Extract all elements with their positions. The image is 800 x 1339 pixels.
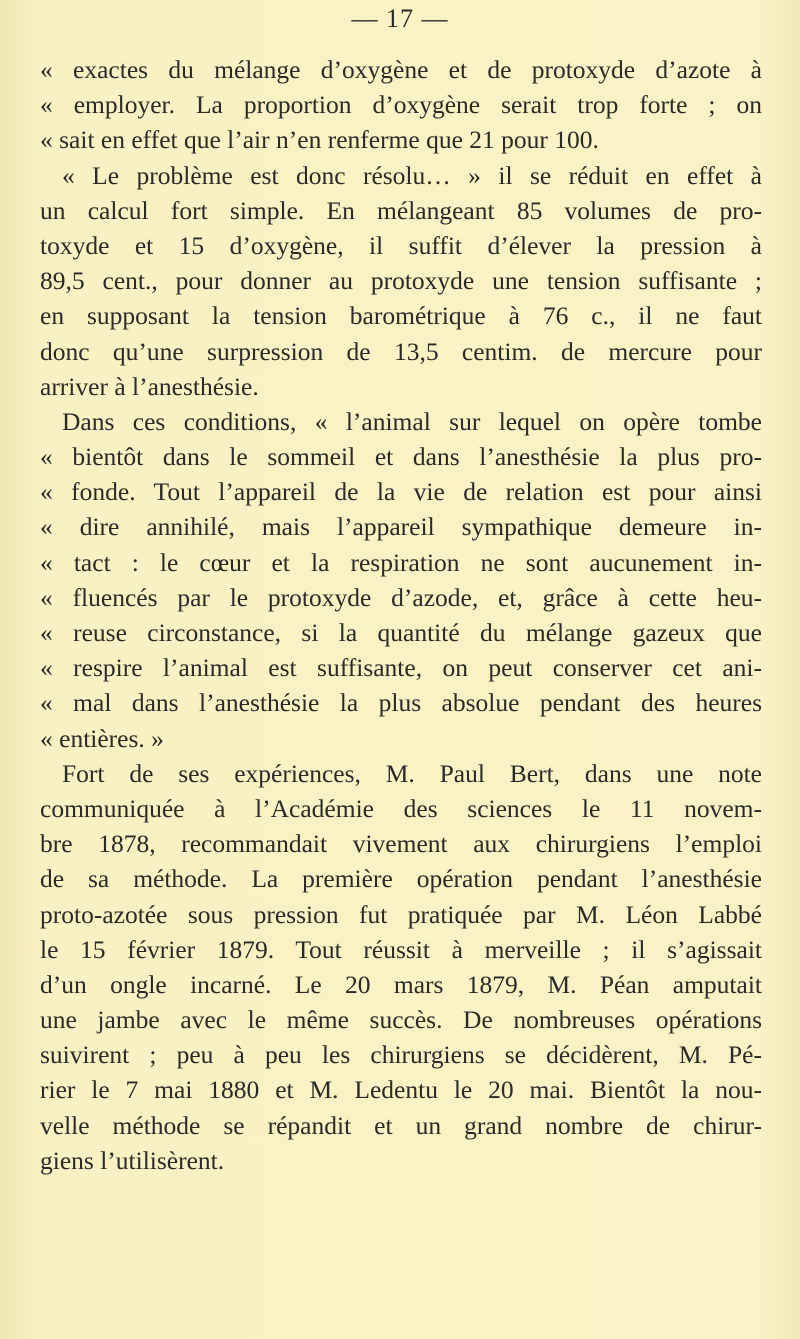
text-line: d’un ongle incarné. Le 20 mars 1879, M. Péan amputait bbox=[40, 969, 762, 999]
text-line: le 15 février 1879. Tout réussit à merveille ; il s’agissait bbox=[40, 934, 762, 964]
text-line: bre 1878, recommandait vivement aux chirurgiens l’emploi bbox=[40, 829, 762, 859]
text-line: de sa méthode. La première opération pendant l’anesthésie bbox=[40, 864, 762, 894]
text-line: « exactes du mélange d’oxygène et de protoxyde d’azote à bbox=[40, 55, 762, 84]
text-line: donc qu’une surpression de 13,5 centim. de mercure pour bbox=[40, 336, 762, 366]
text-line: « tact : le cœur et la respiration ne sont aucunement in- bbox=[40, 547, 762, 577]
text-line: « employer. La proportion d’oxygène serait trop forte ; on bbox=[40, 90, 762, 120]
text-line: communiquée à l’Académie des sciences le 11 novem- bbox=[40, 793, 762, 823]
text-line: « Le problème est donc résolu… » il se réduit en effet à bbox=[62, 160, 762, 190]
text-line: Fort de ses expériences, M. Paul Bert, dans une note bbox=[62, 758, 762, 788]
text-line: « reuse circonstance, si la quantité du mélange gazeux que bbox=[40, 618, 762, 647]
text-line: toxyde et 15 d’oxygène, il suffit d’élever la pression à bbox=[40, 230, 762, 260]
text-line: Dans ces conditions, « l’animal sur lequel on opère tombe bbox=[62, 406, 762, 436]
text-line: suivirent ; peu à peu les chirurgiens se décidèrent, M. Pé- bbox=[40, 1040, 762, 1070]
text-line: « mal dans l’anesthésie la plus absolue pendant des heures bbox=[40, 688, 762, 718]
page-number: — 17 — bbox=[351, 4, 449, 33]
text-line: « dire annihilé, mais l’appareil sympathique demeure in- bbox=[40, 512, 762, 542]
text-line: velle méthode se répandit et un grand nombre de chirur- bbox=[40, 1110, 762, 1140]
text-line: « respire l’animal est suffisante, on peut conserver cet ani- bbox=[40, 653, 762, 683]
text-line: en supposant la tension barométrique à 76 c., il ne faut bbox=[40, 301, 762, 331]
text-line: giens l’utilisèrent. bbox=[40, 1145, 225, 1175]
text-line: rier le 7 mai 1880 et M. Ledentu le 20 mai. Bientôt la nou- bbox=[40, 1075, 762, 1105]
text-line: « bientôt dans le sommeil et dans l’anesthésie la plus pro- bbox=[40, 442, 762, 472]
text-line: 89,5 cent., pour donner au protoxyde une tension suffisante ; bbox=[40, 266, 762, 296]
text-line: « entières. » bbox=[40, 723, 164, 753]
text-line: une jambe avec le même succès. De nombreuses opérations bbox=[40, 1005, 762, 1035]
text-line: « sait en effet que l’air n’en renferme que 21 pour 100. bbox=[40, 125, 599, 155]
text-line: « fonde. Tout l’appareil de la vie de relation est pour ainsi bbox=[40, 477, 762, 507]
text-line: un calcul fort simple. En mélangeant 85 volumes de pro- bbox=[40, 195, 762, 225]
text-line: « fluencés par le protoxyde d’azode, et, grâce à cette heu- bbox=[40, 582, 762, 612]
text-line: arriver à l’anesthésie. bbox=[40, 371, 259, 401]
body-text bbox=[40, 52, 762, 1178]
text-line: proto-azotée sous pression fut pratiquée par M. Léon Labbé bbox=[40, 899, 762, 929]
